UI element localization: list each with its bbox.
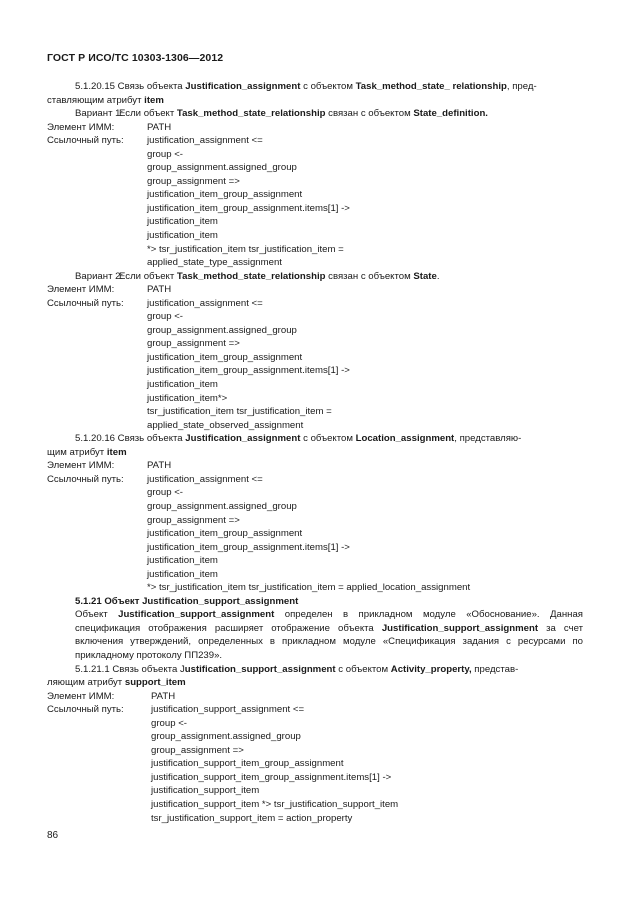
imm-element-row: Элемент ИММ: PATH xyxy=(47,460,172,472)
path-line: *> tsr_justification_item tsr_justification_item = applied_location_assignment xyxy=(147,582,471,594)
path-line: justification_support_item_group_assignment xyxy=(151,758,344,770)
path-line: group_assignment.assigned_group xyxy=(151,731,301,743)
path-line: justification_item*> xyxy=(147,392,228,404)
page-number: 86 xyxy=(47,830,59,841)
path-line: group <- xyxy=(147,487,183,499)
reference-path-row: Ссылочный путь: justification_assignment <= xyxy=(47,473,263,485)
path-line: group_assignment.assigned_group xyxy=(147,324,297,336)
path-line: justification_item_group_assignment xyxy=(147,189,303,201)
clause-heading-5-1-20-15: 5.1.20.15 Связь объекта Justification_assignment с объектом Task_method_state_ relationship, пред- xyxy=(75,81,537,92)
path-line: justification_item_group_assignment.items[1] -> xyxy=(147,541,350,553)
clause-heading-continuation: ляющим атрибут support_item xyxy=(47,677,186,689)
reference-path-row: Ссылочный путь: justification_assignment <= xyxy=(47,135,263,147)
imm-element-row: Элемент ИММ: PATH xyxy=(47,121,172,133)
path-line: justification_item xyxy=(147,568,218,580)
section-heading-5-1-21: 5.1.21 Объект Justification_support_assignment xyxy=(75,595,299,607)
path-line: justification_item_group_assignment xyxy=(147,351,303,363)
variant-2-row: Вариант 2:Если объект Task_method_state_relationship связан с объектом State. xyxy=(75,270,440,282)
clause-heading-5-1-21-1: 5.1.21.1 Связь объекта Justification_support_assignment с объектом Activity_property, представ- xyxy=(75,663,519,675)
path-line: justification_support_item *> tsr_justification_support_item xyxy=(151,798,399,810)
clause-heading-5-1-20-16: 5.1.20.16 Связь объекта Justification_assignment с объектом Location_assignment, представляю- xyxy=(75,433,522,445)
path-line: applied_state_observed_assignment xyxy=(147,419,304,431)
path-line: justification_item_group_assignment xyxy=(147,528,303,540)
path-line: group <- xyxy=(147,148,183,160)
path-line: justification_item_group_assignment.items[1] -> xyxy=(147,202,350,214)
path-line: group <- xyxy=(147,311,183,323)
path-line: tsr_justification_item tsr_justification_item = xyxy=(147,406,332,418)
path-line: group_assignment.assigned_group xyxy=(147,162,297,174)
path-line: justification_item_group_assignment.items[1] -> xyxy=(147,365,350,377)
path-line: justification_support_item_group_assignment.items[1] -> xyxy=(151,771,392,783)
imm-element-row: Элемент ИММ: PATH xyxy=(47,284,172,296)
path-line: justification_item xyxy=(147,230,218,242)
document-header: ГОСТ Р ИСО/ТС 10303-1306—2012 xyxy=(47,52,224,64)
imm-element-row: Элемент ИММ: PATH xyxy=(47,690,176,702)
path-line: tsr_justification_support_item = action_property xyxy=(151,812,353,824)
section-paragraph: Объект Justification_support_assignment определен в прикладном модуле «Обоснование». Данная спецификация отображения расширяет отображение объекта Justification_support_assignment за счет включения утверждений, определенных в прикладном модуле «Спецификация задания с ресурсами по прикладному протоколу ПП239». xyxy=(75,609,584,661)
reference-path-row: Ссылочный путь: justification_support_assignment <= xyxy=(47,704,305,716)
reference-path-row: Ссылочный путь: justification_assignment <= xyxy=(47,297,263,309)
path-line: justification_item xyxy=(147,379,218,391)
path-line: *> tsr_justification_item tsr_justification_item = xyxy=(147,243,344,255)
document-body xyxy=(47,80,583,825)
path-line: justification_item xyxy=(147,555,218,567)
path-line: group_assignment => xyxy=(147,514,240,526)
clause-heading-continuation: щим атрибут item xyxy=(47,446,127,458)
variant-1-row: Вариант 1:Если объект Task_method_state_relationship связан с объектом State_definition. xyxy=(75,108,488,120)
clause-heading-continuation: ставляющим атрибут item xyxy=(47,94,164,106)
path-line: justification_support_item xyxy=(151,785,260,797)
path-line: group <- xyxy=(151,717,187,729)
path-line: group_assignment => xyxy=(151,744,244,756)
path-line: group_assignment => xyxy=(147,175,240,187)
path-line: group_assignment.assigned_group xyxy=(147,500,297,512)
path-line: applied_state_type_assignment xyxy=(147,257,282,269)
path-line: justification_item xyxy=(147,216,218,228)
path-line: group_assignment => xyxy=(147,338,240,350)
